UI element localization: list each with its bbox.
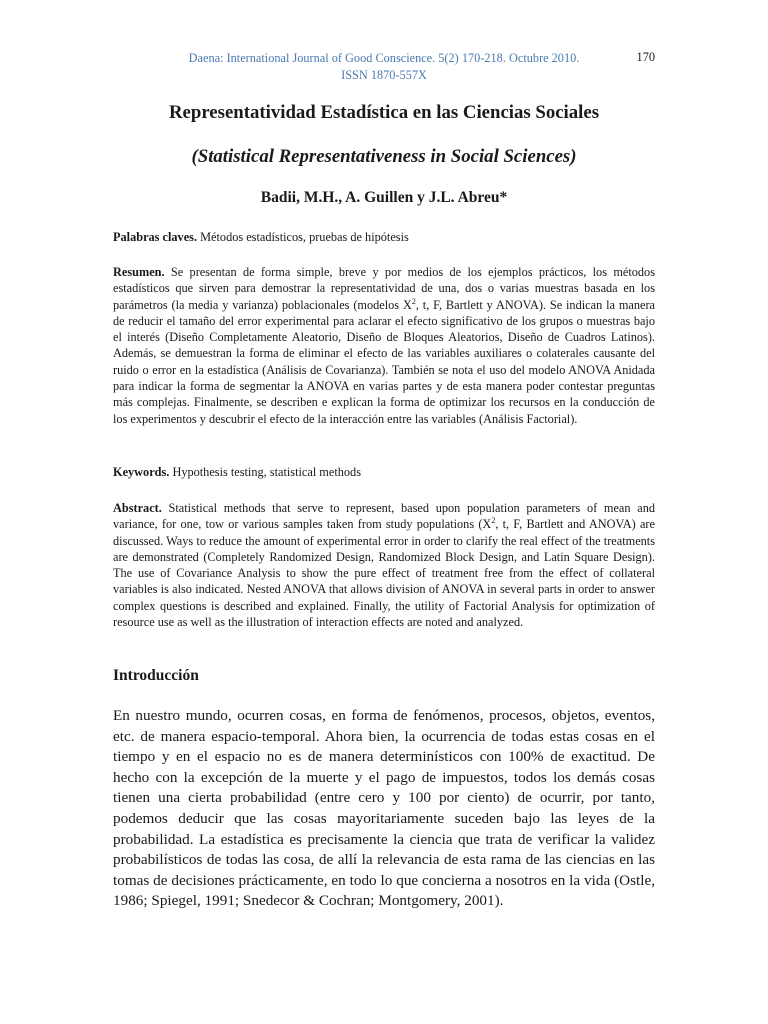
paper-subtitle: (Statistical Representativeness in Social Sciences) xyxy=(191,146,577,167)
resumen-text-1: Se presentan de forma simple, breve y por medios de los ejemplos prácticos, los métodos estadísticos que sirven para demostrar la representatividad de una, dos o varias muestras basada en los parámetros (la media y varianza) poblacionales (modelos X xyxy=(113,265,655,312)
running-header xyxy=(110,50,658,84)
palabras-claves xyxy=(113,229,655,245)
abstract xyxy=(113,500,655,630)
keywords xyxy=(113,464,655,480)
abstract-label: Abstract. xyxy=(113,501,162,515)
palabras-claves-label: Palabras claves. xyxy=(113,230,198,244)
introduccion-paragraph: En nuestro mundo, ocurren cosas, en forma de fenómenos, procesos, objetos, eventos, etc. de manera espacio-temporal. Ahora bien, la ocurrencia de todas estas cosas en el tiempo y en el espacio no es de manera determinísticos con 100% de exactitud. De hecho con la excepción de la muerte y el pago de impuestos, todos los demás cosas tienen una cierta probabilidad (entre cero y 100 por ciento) de ocurrir, por tanto, podemos deducir que las cosas mayoritariamente suceden bajo las leyes de la probabilidad. La estadística es precisamente la ciencia que trata de verificar la validez probabilísticos de todas las cosa, de allí la relevancia de esta rama de las ciencias en las tomas de decisiones prácticamente, en todo lo que concierna a nosotros en la vida (Ostle, 1986; Spiegel, 1991; Snedecor & Cochran; Montgomery, 2001). xyxy=(113,707,655,910)
journal-citation: Daena: International Journal of Good Conscience. 5(2) 170-218. Octubre 2010. xyxy=(188,51,580,65)
keywords-label: Keywords. xyxy=(113,465,170,479)
palabras-claves-text: Métodos estadísticos, pruebas de hipótesis xyxy=(200,230,409,244)
resumen-text-2: , t, F, Bartlett y ANOVA). Se indican la manera de reducir el tamaño del error experimental para aclarar el efecto significativo de los grupos o muestras bajo el interés (Diseño Completamente Aleatorio, Diseño de Bloques Aleatorios, Diseño de Cuadros Latinos). Además, se demuestran la forma de eliminar el efecto de las variables auxiliares o colaterales causante del ruido o error en la estadística (Análisis de Covarianza). También se nota el uso del modelo ANOVA Anidada para indicar la forma de segmentar la ANOVA en varias partes y de esta manera poder contestar preguntas más complejas. Finalmente, se describen e explican la forma de optimizar los recursos en la conducción de los experimentos y descubrir el efecto de la interacción entre las variables (Análisis Factorial). xyxy=(113,297,655,426)
resumen xyxy=(113,264,655,427)
keywords-text: Hypothesis testing, statistical methods xyxy=(172,465,361,479)
authors: Badii, M.H., A. Guillen y J.L. Abreu* xyxy=(260,189,508,206)
abstract-text-2: , t, F, Bartlett and ANOVA) are discussed. Ways to reduce the amount of experimental error in order to clarify the real effect of the treatments are demonstrated (Completely Randomized Design, Randomized Block Design, and Latin Square Design). The use of Covariance Analysis to show the pure effect of treatment free from the effect of collateral variables is also indicated. Nested ANOVA that allows division of ANOVA in several parts in order to answer complex questions is described and explained. Finally, the utility of Factorial Analysis for optimization of resource use as well as the illustration of interaction effects are noted and analyzed. xyxy=(113,517,655,630)
abstract-superscript: 2 xyxy=(491,516,496,526)
abstract-text-1: Statistical methods that serve to represent, based upon population parameters of mean and variance, for one, tow or various samples taken from study populations (X xyxy=(113,501,655,532)
paper-title: Representatividad Estadística en las Ciencias Sociales xyxy=(168,102,600,123)
resumen-superscript: 2 xyxy=(411,296,416,306)
page-number: 170 xyxy=(636,50,655,64)
resumen-label: Resumen. xyxy=(113,265,165,279)
section-heading-introduccion: Introducción xyxy=(113,667,199,684)
issn: ISSN 1870-557X xyxy=(341,68,427,82)
